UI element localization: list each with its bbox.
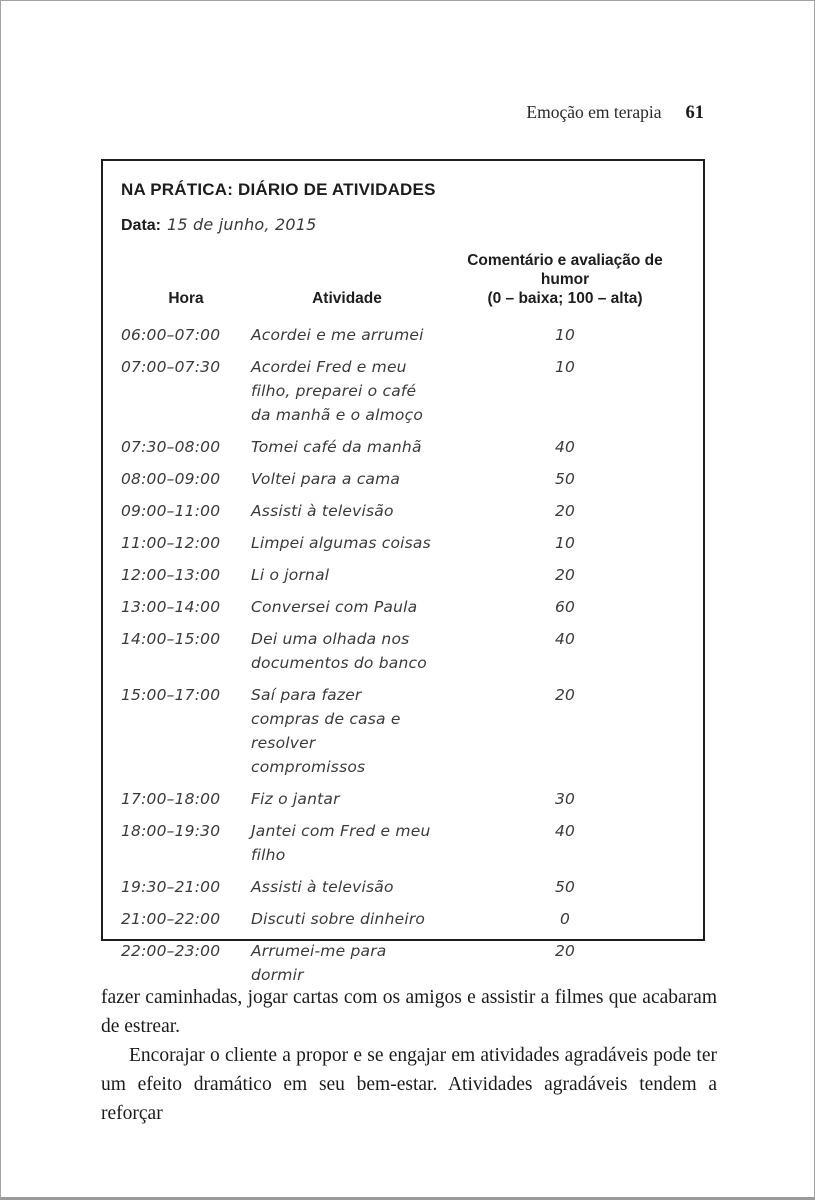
diary-row-time: 09:00–11:00 [121,502,221,520]
date-line [121,215,687,235]
date-value: 15 de junho, 2015 [167,215,317,234]
diary-row-time: 11:00–12:00 [121,534,221,552]
diary-row-time: 21:00–22:00 [121,910,221,928]
diary-row-time: 06:00–07:00 [121,326,221,344]
diary-row-rating: 30 [554,790,576,808]
diary-row-time: 19:30–21:00 [121,878,221,896]
diary-row-activity: Fiz o jantar [251,790,340,808]
diary-row-rating: 20 [554,502,576,520]
column-header-comment [443,251,687,315]
diary-row-time: 22:00–23:00 [121,942,221,960]
diary-row-activity: Saí para fazer compras de casa e resolver compromissos [251,686,401,776]
activity-diary-box [101,159,705,984]
diary-table [121,251,687,987]
worksheet-title: NA PRÁTICA: DIÁRIO DE ATIVIDADES [121,180,436,199]
diary-row-rating: 10 [554,326,576,344]
diary-row-time: 08:00–09:00 [121,470,221,488]
date-label: Data: [121,217,162,234]
diary-row-rating: 40 [554,630,576,648]
page-number: 61 [685,103,704,123]
diary-row-rating: 20 [554,942,576,960]
diary-row-activity: Dei uma olhada nos documentos do banco [251,630,427,672]
diary-row-time: 18:00–19:30 [121,822,221,840]
diary-row-rating: 20 [554,566,576,584]
diary-row-activity: Acordei Fred e meu filho, preparei o café da manhã e o almoço [251,358,423,424]
diary-row-rating: 10 [554,358,576,376]
paragraph-new: Encorajar o cliente a propor e se engajar em atividades agradáveis pode ter um efeito dramático em seu bem-estar. Atividades agradáveis tendem a reforçar [101,1045,717,1124]
diary-row-activity: Limpei algumas coisas [251,534,431,552]
diary-row-activity: Acordei e me arrumei [251,326,424,344]
diary-row-activity: Discuti sobre dinheiro [251,910,426,928]
diary-row-rating: 0 [559,910,571,928]
diary-row-rating: 20 [554,686,576,704]
diary-row-rating: 40 [554,822,576,840]
diary-row-activity: Conversei com Paula [251,598,418,616]
diary-row-rating: 50 [554,470,576,488]
body-text [101,983,717,1128]
diary-row-activity: Tomei café da manhã [251,438,422,456]
diary-row-rating: 60 [554,598,576,616]
running-head [526,102,704,124]
column-header-comment-line2: (0 – baixa; 100 – alta) [487,290,643,307]
column-header-activity: Atividade [312,290,382,307]
diary-row-time: 12:00–13:00 [121,566,221,584]
diary-row-activity: Assisti à televisão [251,502,394,520]
diary-row-time: 15:00–17:00 [121,686,221,704]
diary-row-activity: Assisti à televisão [251,878,394,896]
column-header-time: Hora [168,290,204,307]
paragraph-continuation: fazer caminhadas, jogar cartas com os amigos e assistir a filmes que acabaram de estrear. [101,987,717,1037]
diary-row-time: 17:00–18:00 [121,790,221,808]
diary-row-activity: Jantei com Fred e meu filho [251,822,431,864]
diary-row-time: 13:00–14:00 [121,598,221,616]
diary-row-rating: 40 [554,438,576,456]
diary-row-activity: Li o jornal [251,566,330,584]
column-header-comment-line1: Comentário e avaliação de humor [467,252,663,288]
diary-row-activity: Arrumei-me para dormir [251,942,387,984]
diary-row-activity: Voltei para a cama [251,470,401,488]
diary-row-rating: 10 [554,534,576,552]
diary-row-time: 07:30–08:00 [121,438,221,456]
diary-row-rating: 50 [554,878,576,896]
running-title: Emoção em terapia [526,102,662,122]
diary-row-time: 14:00–15:00 [121,630,221,648]
diary-row-time: 07:00–07:30 [121,358,221,376]
